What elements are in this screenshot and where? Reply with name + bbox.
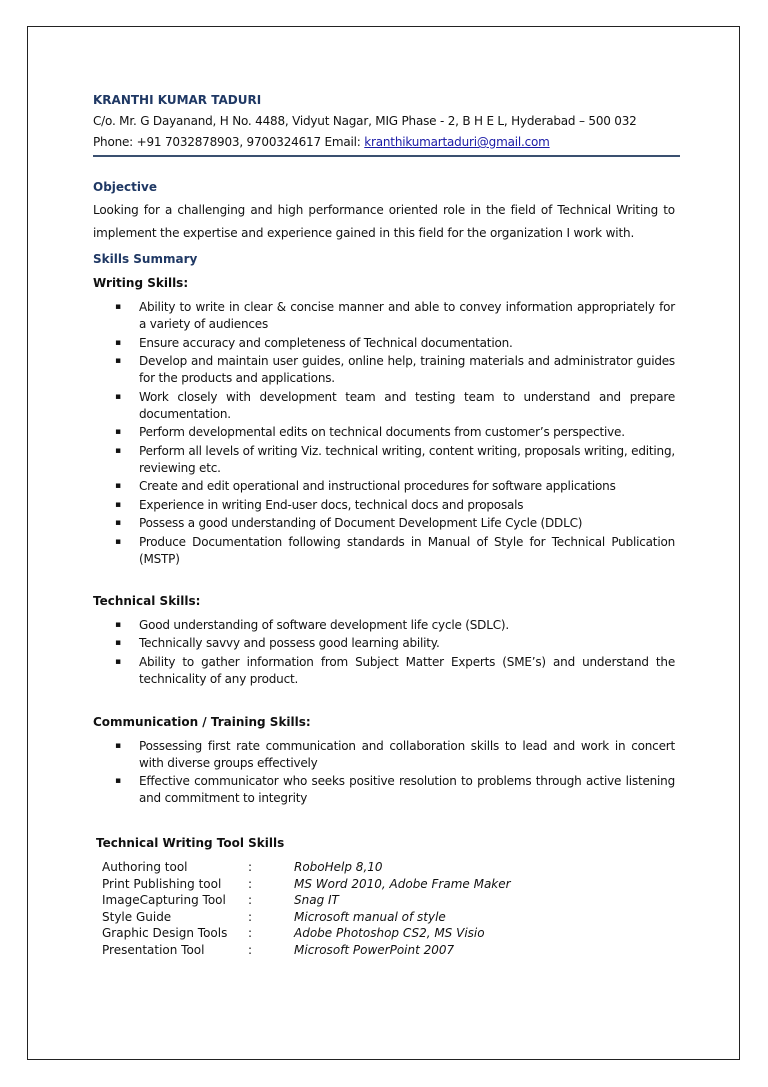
bullet-icon: ▪	[115, 427, 121, 437]
tool-label: ImageCapturing Tool	[102, 893, 226, 908]
skill-item	[93, 353, 675, 387]
tool-row	[102, 859, 675, 876]
tool-value: Adobe Photoshop CS2, MS Visio	[294, 926, 485, 941]
skill-text: Good understanding of software development life cycle (SDLC).	[139, 617, 509, 632]
skill-text: Create and edit operational and instructional procedures for software applications	[139, 479, 616, 493]
tool-row	[102, 925, 675, 942]
bullet-icon: ▪	[115, 499, 121, 510]
skill-item	[93, 299, 675, 333]
skill-item	[93, 515, 675, 532]
candidate-name: KRANTHI KUMAR TADURI	[93, 93, 262, 107]
email-link[interactable]: kranthikumartaduri@gmail.com	[364, 135, 550, 149]
separator: :	[248, 926, 253, 941]
tool-label: Presentation Tool	[102, 942, 205, 957]
tool-skills-table	[102, 859, 675, 959]
skill-text: Technically savvy and possess good learning ability.	[139, 636, 440, 650]
objective-heading: Objective	[93, 180, 157, 194]
skills-summary-heading: Skills Summary	[93, 252, 198, 266]
skill-text: Work closely with development team and testing team to understand and prepare documentation.	[139, 389, 675, 421]
tool-value: MS Word 2010, Adobe Frame Maker	[294, 876, 511, 891]
separator: :	[248, 860, 253, 874]
skill-text: Effective communicator who seeks positive resolution to problems through active listening and commitment to integrity	[139, 774, 675, 805]
tool-label: Graphic Design Tools	[102, 926, 228, 941]
skill-item	[93, 654, 675, 688]
writing-skills-list	[93, 299, 675, 568]
skill-item	[93, 635, 675, 652]
bullet-icon: ▪	[115, 337, 121, 348]
tool-value: Microsoft PowerPoint 2007	[294, 942, 455, 957]
tool-skills-heading: Technical Writing Tool Skills	[96, 836, 285, 850]
skill-item	[93, 335, 675, 352]
tool-row	[102, 892, 675, 909]
objective-text: Looking for a challenging and high performance oriented role in the field of Technical Writing to implement the expertise and experience gained in this field for the organization I work with.	[93, 203, 675, 240]
bullet-icon: ▪	[115, 445, 121, 456]
bullet-icon: ▪	[115, 481, 121, 491]
skill-text: Produce Documentation following standards in Manual of Style for Technical Publication (MSTP)	[139, 534, 675, 566]
skill-item	[93, 497, 675, 514]
skill-item	[93, 738, 675, 772]
bullet-icon: ▪	[115, 356, 121, 366]
skill-item	[93, 534, 675, 568]
skill-item	[93, 443, 675, 477]
bullet-icon: ▪	[115, 391, 121, 402]
skill-text: Perform all levels of writing Viz. technical writing, content writing, proposals writing, editing, reviewing etc.	[139, 443, 675, 475]
bullet-icon: ▪	[115, 776, 121, 786]
communication-skills-heading: Communication / Training Skills:	[93, 714, 311, 729]
bullet-icon: ▪	[115, 740, 121, 751]
header-divider	[93, 155, 680, 157]
bullet-icon: ▪	[115, 656, 121, 667]
resume-content	[93, 92, 675, 959]
address: C/o. Mr. G Dayanand, H No. 4488, Vidyut Nagar, MIG Phase - 2, B H E L, Hyderabad – 500 032	[93, 114, 637, 128]
writing-skills-heading: Writing Skills:	[93, 276, 189, 290]
tool-value: RoboHelp 8,10	[294, 860, 383, 874]
tool-label: Authoring tool	[102, 860, 188, 874]
contact-line	[93, 134, 675, 155]
tool-label: Print Publishing tool	[102, 876, 222, 891]
bullet-icon: ▪	[115, 302, 121, 312]
skill-item	[93, 617, 675, 634]
skill-text: Possessing first rate communication and collaboration skills to lead and work in concert with diverse groups effectively	[139, 738, 675, 770]
bullet-icon: ▪	[115, 518, 121, 528]
tool-value: Snag IT	[294, 893, 339, 908]
skill-item	[93, 773, 675, 807]
tool-value: Microsoft manual of style	[294, 909, 446, 924]
skill-text: Experience in writing End-user docs, technical docs and proposals	[139, 497, 524, 512]
skill-text: Ability to write in clear & concise manner and able to convey information appropriately for a variety of audiences	[139, 300, 675, 331]
skill-text: Develop and maintain user guides, online help, training materials and administrator guides for the products and applications.	[139, 354, 675, 385]
separator: :	[248, 893, 253, 908]
skill-text: Ensure accuracy and completeness of Technical documentation.	[139, 335, 513, 350]
separator: :	[248, 876, 253, 891]
tool-label: Style Guide	[102, 909, 172, 924]
tool-row	[102, 876, 675, 893]
skill-item	[93, 424, 675, 441]
tool-row	[102, 942, 675, 959]
skill-item	[93, 389, 675, 423]
tool-row	[102, 909, 675, 926]
bullet-icon: ▪	[115, 619, 121, 630]
technical-skills-heading: Technical Skills:	[93, 593, 201, 608]
separator: :	[248, 942, 253, 957]
bullet-icon: ▪	[115, 638, 121, 648]
technical-skills-list	[93, 617, 675, 688]
communication-skills-list	[93, 738, 675, 808]
skill-text: Ability to gather information from Subject Matter Experts (SME’s) and understand the technicality of any product.	[139, 654, 675, 686]
bullet-icon: ▪	[115, 536, 121, 547]
skill-text: Perform developmental edits on technical documents from customer’s perspective.	[139, 425, 625, 439]
skill-text: Possess a good understanding of Document Development Life Cycle (DDLC)	[139, 516, 583, 530]
separator: :	[248, 909, 253, 924]
phone-text: Phone: +91 7032878903, 9700324617 Email:	[93, 135, 365, 149]
skill-item	[93, 478, 675, 495]
